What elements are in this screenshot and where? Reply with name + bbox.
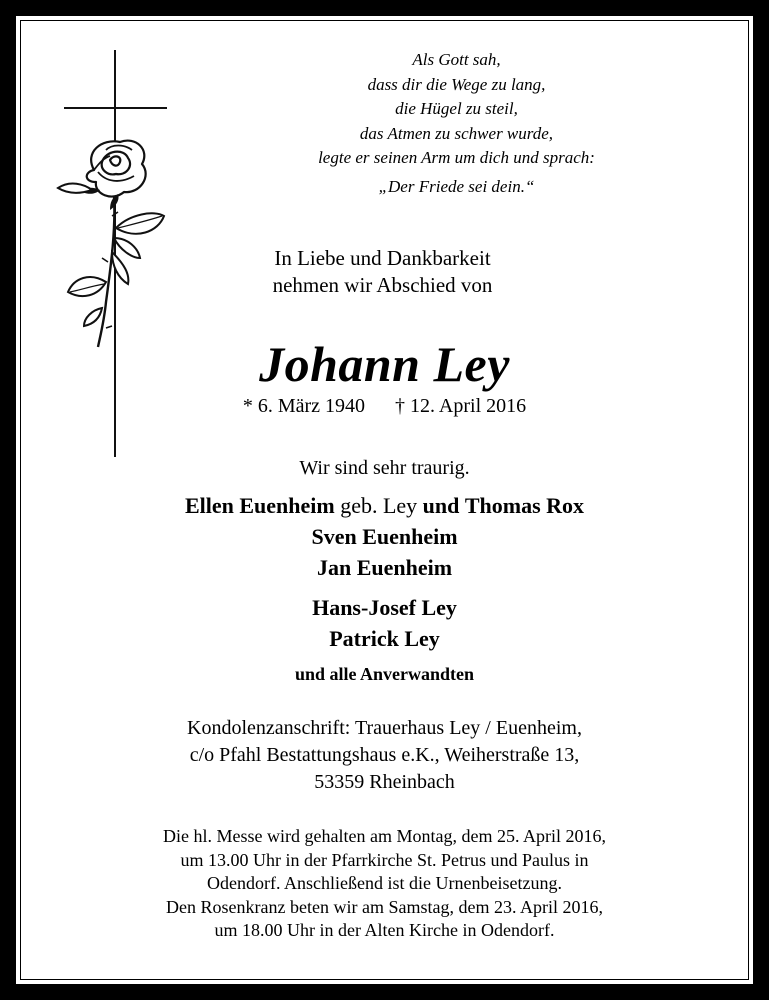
family-member: Thomas Rox: [464, 493, 585, 518]
death-date: † 12. April 2016: [395, 395, 527, 417]
intro-line-1: In Liebe und Dankbarkeit: [274, 246, 491, 270]
family-member: Ellen Euenheim: [184, 493, 335, 518]
relatives-text: und alle Anverwandten: [294, 664, 475, 684]
poem: [72, 48, 769, 199]
family-member: Hans-Josef Ley: [312, 595, 457, 620]
intro-text: [0, 245, 767, 299]
life-dates: [0, 394, 769, 418]
mourning-text: Wir sind sehr traurig.: [299, 457, 470, 479]
address-line: 53359 Rheinbach: [314, 771, 455, 793]
poem-line: die Hügel zu steil,: [395, 99, 518, 118]
service-line: Odendorf. Anschließend ist die Urnenbeisetzung.: [207, 873, 562, 893]
intro-line-2: nehmen wir Abschied von: [272, 273, 493, 297]
family-line-1: [0, 490, 769, 521]
family-member: Jan Euenheim: [316, 555, 453, 580]
service-line: Die hl. Messe wird gehalten am Montag, dem 25. April 2016,: [163, 826, 606, 846]
poem-line: Als Gott sah,: [412, 50, 501, 69]
nee-text: geb. Ley: [340, 493, 418, 518]
family-block-2: [0, 592, 769, 654]
birth-date: * 6. März 1940: [242, 395, 366, 417]
service-line: Den Rosenkranz beten wir am Samstag, dem 23. April 2016,: [166, 896, 603, 917]
family-member: Patrick Ley: [329, 626, 440, 651]
condolence-address: [0, 715, 769, 796]
poem-line: „Der Friede sei dein.“: [378, 176, 535, 196]
poem-line: legte er seinen Arm um dich und sprach:: [318, 148, 595, 167]
address-line: c/o Pfahl Bestattungshaus e.K., Weiherstraße 13,: [189, 744, 580, 766]
family-block-1: [0, 490, 769, 583]
family-member: Sven Euenheim: [311, 524, 458, 549]
service-line: um 18.00 Uhr in der Alten Kirche in Odendorf.: [214, 920, 555, 940]
service-line: um 13.00 Uhr in der Pfarrkirche St. Petrus und Paulus in: [180, 849, 589, 870]
poem-line: das Atmen zu schwer wurde,: [359, 123, 554, 143]
poem-line: dass dir die Wege zu lang,: [367, 74, 546, 94]
service-info: [0, 825, 769, 943]
address-line: Kondolenzanschrift: Trauerhaus Ley / Euenheim,: [187, 717, 582, 739]
and-text: und: [422, 493, 460, 518]
deceased-name: Johann Ley: [259, 336, 510, 392]
